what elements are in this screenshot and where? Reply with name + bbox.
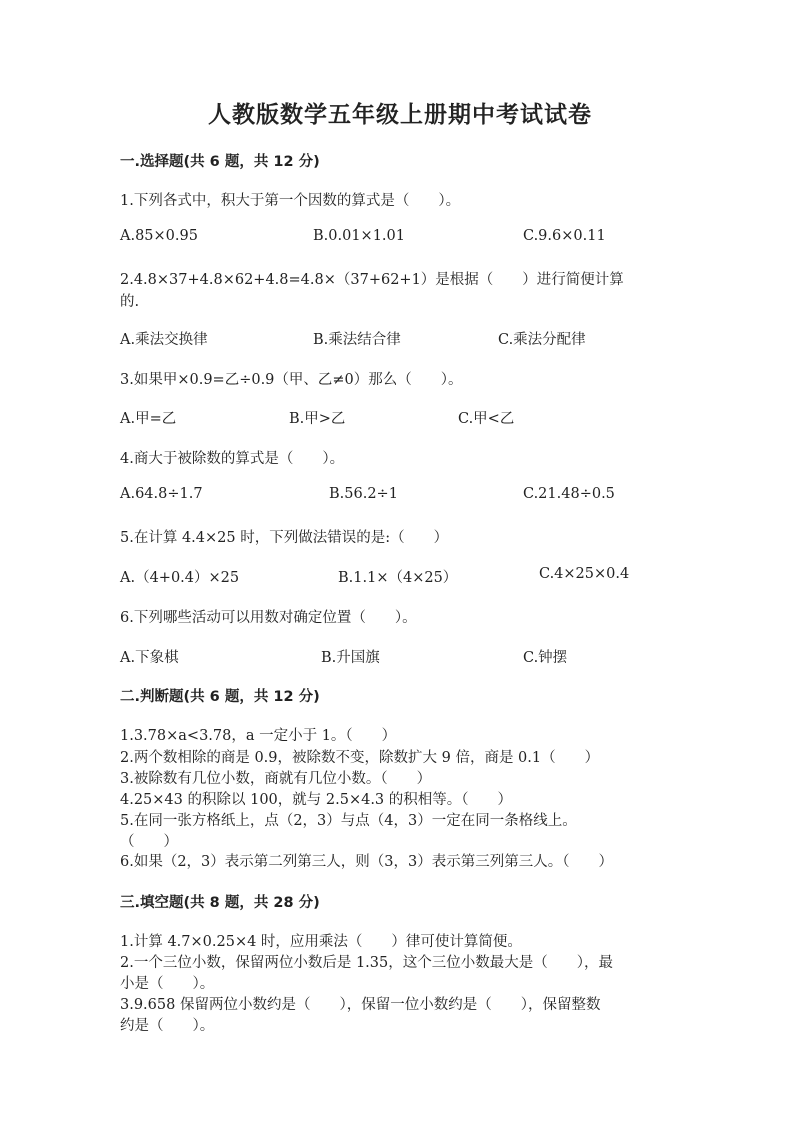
fill-item-3-cont: 约是（ ）。 — [120, 1018, 215, 1034]
option-a: A.（4+0.4）×25 — [120, 570, 240, 586]
choice-question-3: 3.如果甲×0.9=乙÷0.9（甲、乙≠0）那么（ ）。 — [120, 372, 463, 388]
judge-item-1: 1.3.78×a<3.78，a 一定小于 1。（ ） — [120, 728, 397, 744]
option-c: C.乘法分配律 — [498, 332, 586, 348]
option-b: B.乘法结合律 — [313, 332, 401, 348]
judge-item-3: 3.被除数有几位小数，商就有几位小数。（ ） — [120, 771, 432, 787]
option-b: B.1.1×（4×25） — [338, 570, 458, 586]
choice-options-2 — [120, 328, 680, 348]
option-a: A.64.8÷1.7 — [120, 486, 203, 502]
choice-question-5: 5.在计算 4.4×25 时，下列做法错误的是:（ ） — [120, 530, 449, 546]
fill-item-2-cont: 小是（ ）。 — [120, 976, 215, 992]
choice-question-1: 1.下列各式中，积大于第一个因数的算式是（ ）。 — [120, 193, 461, 209]
option-b: B.56.2÷1 — [329, 486, 398, 502]
section-heading-fill: 三.填空题(共 8 题，共 28 分) — [120, 895, 320, 911]
judge-item-5: 5.在同一张方格纸上，点（2，3）与点（4，3）一定在同一条格线上。 — [120, 813, 577, 829]
choice-options-5 — [120, 566, 680, 586]
option-c: C.甲<乙 — [458, 411, 515, 427]
choice-options-1 — [120, 228, 680, 248]
choice-question-4: 4.商大于被除数的算式是（ ）。 — [120, 451, 345, 467]
fill-item-2: 2.一个三位小数，保留两位小数后是 1.35，这个三位小数最大是（ ），最 — [120, 955, 613, 971]
section-heading-judge: 二.判断题(共 6 题，共 12 分) — [120, 689, 320, 705]
option-c: C.21.48÷0.5 — [523, 486, 615, 502]
section-heading-choice: 一.选择题(共 6 题，共 12 分) — [120, 154, 320, 170]
judge-item-2: 2.两个数相除的商是 0.9，被除数不变，除数扩大 9 倍，商是 0.1（ ） — [120, 750, 600, 766]
choice-options-3 — [120, 407, 680, 427]
option-b: B.甲>乙 — [289, 411, 346, 427]
option-a: A.乘法交换律 — [120, 332, 208, 348]
page-title: 人教版数学五年级上册期中考试试卷 — [208, 101, 592, 128]
judge-item-5-cont: （ ） — [120, 834, 178, 850]
option-b: B.升国旗 — [321, 650, 380, 666]
fill-item-3: 3.9.658 保留两位小数约是（ ），保留一位小数约是（ ），保留整数 — [120, 997, 601, 1013]
option-c: C.4×25×0.4 — [539, 566, 630, 582]
choice-question-6: 6.下列哪些活动可以用数对确定位置（ ）。 — [120, 610, 417, 626]
option-a: A.85×0.95 — [120, 228, 198, 244]
option-c: C.9.6×0.11 — [523, 228, 606, 244]
judge-item-4: 4.25×43 的积除以 100，就与 2.5×4.3 的积相等。（ ） — [120, 792, 513, 808]
option-b: B.0.01×1.01 — [313, 228, 405, 244]
option-a: A.甲=乙 — [120, 411, 177, 427]
choice-options-4 — [120, 486, 680, 506]
judge-item-6: 6.如果（2，3）表示第二列第三人，则（3，3）表示第三列第三人。（ ） — [120, 854, 613, 870]
choice-options-6 — [120, 646, 680, 666]
option-c: C.钟摆 — [523, 650, 568, 666]
choice-question-2: 2.4.8×37+4.8×62+4.8=4.8×（37+62+1）是根据（ ）进行简便计算 — [120, 272, 624, 288]
option-a: A.下象棋 — [120, 650, 179, 666]
choice-question-2-cont: 的. — [120, 294, 140, 310]
fill-item-1: 1.计算 4.7×0.25×4 时，应用乘法（ ）律可使计算简便。 — [120, 934, 522, 950]
